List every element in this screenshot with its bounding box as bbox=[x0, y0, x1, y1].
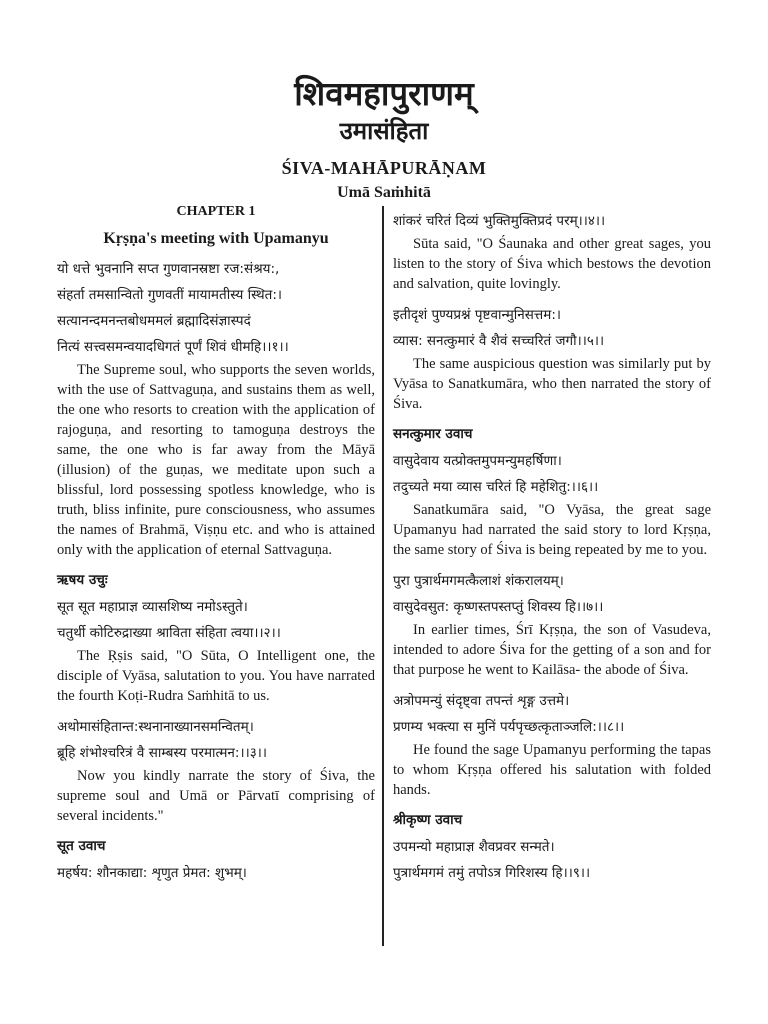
verse-line: पुत्रार्थमगमं तमुं तपोऽत्र गिरिशस्य हि।।९।। bbox=[393, 865, 591, 881]
verse-line: यो धत्ते भुवनानि सप्त गुणवानस्रष्टा रज:संश्रय:, bbox=[57, 261, 280, 277]
speaker-heading: सनत्कुमार उवाच bbox=[393, 426, 473, 442]
right-column bbox=[393, 208, 711, 886]
column-divider bbox=[382, 206, 384, 946]
page-subtitle-english: Umā Saṁhitā bbox=[337, 184, 431, 201]
verse-line: पुरा पुत्रार्थमगमत्कैलाशं शंकरालयम्। bbox=[393, 573, 564, 589]
verse-line: महर्षय: शौनकाद्या: शृणुत प्रेमत: शुभम्। bbox=[57, 865, 247, 881]
speaker-heading: श्रीकृष्ण उवाच bbox=[393, 812, 463, 828]
translation-paragraph: Now you kindly narrate the story of Śiva, the supreme soul and Umā or Pārvatī comprising of several incidents." bbox=[57, 768, 375, 824]
translation-paragraph: Sanatkumāra said, "O Vyāsa, the great sage Upamanyu had narrated the said story to lord Kṛṣṇa, the same story of Śiva is being repeated by me to you. bbox=[393, 502, 711, 558]
chapter-number: CHAPTER 1 bbox=[176, 204, 256, 219]
translation-paragraph: Sūta said, "O Śaunaka and other great sages, you listen to the story of Śiva which bestows the devotion and salvation, quite lovingly. bbox=[393, 236, 711, 292]
verse-line: इतीदृशं पुण्यप्रश्नं पृष्टवान्मुनिसत्तम:। bbox=[393, 307, 561, 323]
left-column bbox=[57, 204, 375, 886]
speaker-heading: ऋषय उचुः bbox=[57, 572, 108, 588]
verse-line: अत्रोपमन्युं संदृष्ट्वा तपन्तं शृङ्ग उत्तमे। bbox=[393, 693, 570, 709]
verse-line: अथोमासंहितान्त:स्थनानाख्यानसमन्वितम्। bbox=[57, 719, 254, 735]
translation-paragraph: The Supreme soul, who supports the seven worlds, with the use of Sattvaguṇa, and sustains them as well, the one who resorts to creation with the application of rajoguṇa, and resorting to tamoguṇa destroys the same, the one who is far away from the Māyā (illusion) of the guṇas, we meditate upon such a blissful, lord possessing spotless knowledge, who is truth, bliss infinite, pure consciousness, who assumes the names of Brahmā, Viṣṇu etc. and who is attained only with the application of eternal Sattvaguṇa. bbox=[57, 362, 375, 558]
verse-line: नित्यं सत्त्वसमन्वयादधिगतं पूर्णं शिवं धीमहि।।१।। bbox=[57, 339, 289, 355]
verse-line: उपमन्यो महाप्राज्ञ शैवप्रवर सन्मते। bbox=[393, 839, 555, 855]
verse-line: चतुर्थी कोटिरुद्राख्या श्राविता संहिता त्वया।।२।। bbox=[57, 625, 281, 641]
translation-paragraph: In earlier times, Śrī Kṛṣṇa, the son of Vasudeva, intended to adore Śiva for the getting of a son and for that purpose he went to Kailāsa- the abode of Śiva. bbox=[393, 622, 711, 678]
verse-line: शांकरं चरितं दिव्यं भुक्तिमुक्तिप्रदं परम्।।४।। bbox=[393, 213, 606, 229]
chapter-title: Kṛṣṇa's meeting with Upamanyu bbox=[103, 230, 329, 247]
verse-line: प्रणम्य भक्त्या स मुनिं पर्यपृच्छत्कृताञ्जलि:।।८।। bbox=[393, 719, 625, 735]
verse-line: वासुदेवसुत: कृष्णस्तपस्तप्तुं शिवस्य हि।।७।। bbox=[393, 599, 604, 615]
verse-line: तदुच्यते मया व्यास चरितं हि महेशितु:।।६।। bbox=[393, 479, 599, 495]
verse-line: व्यास: सनत्कुमारं वै शैवं सच्चरितं जगौ।।५।। bbox=[393, 333, 605, 349]
verse-line: सूत सूत महाप्राज्ञ व्यासशिष्य नमोऽस्तुते। bbox=[57, 599, 248, 615]
verse-line: ब्रूहि शंभोश्चरित्रं वै साम्बस्य परमात्मन:।।३।। bbox=[57, 745, 267, 761]
verse-line: संहर्ता तमसान्वितो गुणवतीं मायामतीस्य स्थित:। bbox=[57, 287, 283, 303]
page-title-english: ŚIVA-MAHĀPURĀṆAM bbox=[281, 158, 487, 178]
translation-paragraph: The Ṛṣis said, "O Sūta, O Intelligent one, the disciple of Vyāsa, salutation to you. You have narrated the fourth Koṭi-Rudra Saṁhitā to us. bbox=[57, 648, 375, 704]
translation-paragraph: He found the sage Upamanyu performing the tapas to whom Kṛṣṇa offered his salutation with folded hands. bbox=[393, 742, 711, 798]
speaker-heading: सूत उवाच bbox=[57, 838, 106, 854]
page-subtitle-devanagari: उमासंहिता bbox=[339, 116, 429, 145]
verse-line: वासुदेवाय यत्प्रोक्तमुपमन्युमहर्षिणा। bbox=[393, 453, 562, 469]
verse-line: सत्यानन्दमनन्तबोधममलं ब्रह्मादिसंज्ञास्पदं bbox=[57, 313, 251, 329]
translation-paragraph: The same auspicious question was similarly put by Vyāsa to Sanatkumāra, who then narrated the story of Śiva. bbox=[393, 356, 711, 412]
page-title-devanagari: शिवमहापुराणम् bbox=[294, 74, 474, 113]
